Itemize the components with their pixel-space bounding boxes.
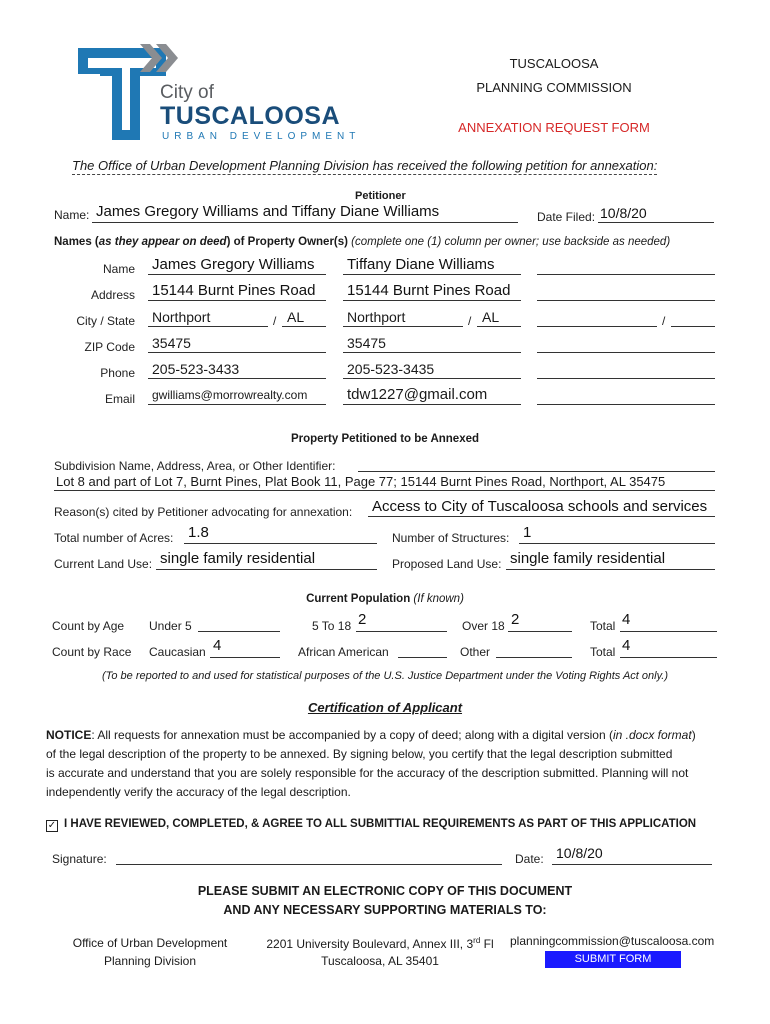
address-line-1-end: Fl [480,937,494,951]
address-line-1 [255,936,505,951]
african-american-label: African American [298,645,389,659]
date-filed-label: Date Filed: [537,210,596,224]
owner3-address-line[interactable] [537,300,715,301]
owner2-address-field[interactable]: 15144 Burnt Pines Road [347,282,511,299]
caucasian-label: Caucasian [149,645,206,659]
submit-form-button[interactable]: SUBMIT FORM [545,951,681,968]
under5-label: Under 5 [149,619,192,633]
submit-heading-1: PLEASE SUBMIT AN ELECTRONIC COPY OF THIS DOCUMENT [197,884,573,898]
owners-heading-part2: as they appear on deed [98,236,227,248]
petitioner-heading: Petitioner [355,190,406,202]
population-heading [200,593,570,605]
cert-date-label: Date: [515,852,544,866]
reasons-label: Reason(s) cited by Petitioner advocating for annexation: [54,505,353,519]
notice-line-1 [46,728,696,742]
caucasian-line [210,657,280,658]
address-line-1-text: 2201 University Boulevard, Annex III, 3 [266,937,474,951]
logo-sub-text: URBAN DEVELOPMENT [162,131,361,142]
to18-line [356,631,447,632]
proposed-use-field[interactable]: single family residential [510,550,666,567]
race-total-field[interactable]: 4 [622,637,631,654]
header-line-2: PLANNING COMMISSION [476,80,632,95]
owner1-city-field[interactable]: Northport [152,309,211,325]
current-use-label: Current Land Use: [54,557,153,571]
subdivision-field[interactable]: Lot 8 and part of Lot 7, Burnt Pines, Plat Book 11, Page 77; 15144 Burnt Pines Road, Northport, AL 35475 [56,474,666,489]
owner2-phone-line [343,378,521,379]
owner2-zip-field[interactable]: 35475 [347,335,386,351]
agree-text: I HAVE REVIEWED, COMPLETED, & AGREE TO ALL SUBMITTIAL REQUIREMENTS AS PART OF THIS APPLICATION [64,818,697,830]
structures-label: Number of Structures: [392,531,510,545]
to18-field[interactable]: 2 [358,611,367,628]
row-label-zip: ZIP Code [84,340,135,354]
certification-heading: Certification of Applicant [307,700,463,715]
subdivision-line-2 [54,490,715,491]
over18-label: Over 18 [462,619,505,633]
owner2-zip-line [343,352,521,353]
owner1-phone-line [148,378,326,379]
signature-line[interactable] [116,864,502,865]
acres-label: Total number of Acres: [54,531,174,545]
logo-name-text: TUSCALOOSA [160,102,340,130]
owner2-email-line [343,404,521,405]
notice-text-2: ) [691,728,696,742]
petitioner-name-field[interactable]: James Gregory Williams and Tiffany Diane Williams [96,203,440,220]
owner2-name-field[interactable]: Tiffany Diane Williams [347,256,495,273]
owner1-city-line [148,326,268,327]
over18-field[interactable]: 2 [511,611,520,628]
owner2-address-line [343,300,521,301]
proposed-use-line [506,569,715,570]
owner3-phone-line[interactable] [537,378,715,379]
reasons-line [368,516,715,517]
submit-heading-2: AND ANY NECESSARY SUPPORTING MATERIALS TO: [223,903,547,917]
other-line[interactable] [496,657,572,658]
owner1-state-field[interactable]: AL [287,309,305,325]
proposed-use-label: Proposed Land Use: [392,557,502,571]
row-label-name: Name [102,262,135,276]
signature-label: Signature: [52,852,107,866]
structures-line [519,543,715,544]
owner1-zip-field[interactable]: 35475 [152,335,191,351]
subdivision-label: Subdivision Name, Address, Area, or Other Identifier: [54,459,336,473]
notice-line-2: of the legal description of the property to be annexed. By signing below, you certify that the legal description submitted [46,747,673,761]
owner1-state-line [282,326,326,327]
form-title: ANNEXATION REQUEST FORM [458,120,650,135]
owner1-email-field[interactable]: gwilliams@morrowrealty.com [152,388,308,402]
notice-line-4: independently verify the accuracy of the legal description. [46,785,351,799]
acres-field[interactable]: 1.8 [188,524,209,541]
owner3-city-slash: / [662,314,666,328]
address-line-1-sup: rd [473,936,481,945]
logo-city-text: City of [160,82,214,103]
intro-text: The Office of Urban Development Planning Division has received the following petition for annexation: [72,158,658,173]
owner3-state-line[interactable] [671,326,715,327]
date-filed-line [598,222,714,223]
row-label-email: Email [104,392,135,406]
row-label-city: City / State [76,314,135,328]
owner1-zip-line [148,352,326,353]
structures-field[interactable]: 1 [523,524,532,541]
owner2-state-line [477,326,521,327]
acres-line [184,543,377,544]
petitioner-name-line [92,222,518,223]
subdivision-line-1 [358,471,715,472]
current-use-field[interactable]: single family residential [160,550,316,567]
owner3-name-line[interactable] [537,274,715,275]
owners-heading-part1: Names ( [54,236,99,248]
age-total-line [620,631,717,632]
notice-italic: in .docx format [612,728,692,742]
reasons-field[interactable]: Access to City of Tuscaloosa schools and services [372,498,708,515]
owner1-city-slash: / [273,314,277,328]
owner2-city-field[interactable]: Northport [347,309,406,325]
cert-date-field[interactable]: 10/8/20 [556,845,603,861]
notice-line-3: is accurate and understand that you are solely responsible for the accuracy of the description submitted. Planning will not [46,766,689,780]
row-label-address: Address [90,288,135,302]
population-note: (To be reported to and used for statistical purposes of the U.S. Justice Department under the Voting Rights Act only.) [102,670,668,682]
date-filed-field[interactable]: 10/8/20 [600,205,647,221]
caucasian-field[interactable]: 4 [213,637,222,654]
owner1-phone-field[interactable]: 205-523-3433 [152,361,240,377]
owner1-address-line [148,300,326,301]
population-heading-note: (If known) [410,593,464,605]
cert-date-line [552,864,712,865]
owner3-city-line[interactable] [537,326,657,327]
race-total-label: Total [590,645,616,659]
submission-email-link[interactable]: planningcommission@tuscaloosa.com [510,934,715,948]
row-label-phone: Phone [100,366,135,380]
owner2-name-line [343,274,521,275]
owner2-city-line [343,326,463,327]
agree-checkbox[interactable]: ✓ [47,820,57,831]
owners-heading-part4: (complete one (1) column per owner; use backside as needed) [347,236,671,248]
owner3-email-line[interactable] [537,404,715,405]
property-heading: Property Petitioned to be Annexed [290,433,480,445]
count-by-age-label: Count by Age [52,619,125,633]
header-line-1: TUSCALOOSA [509,56,599,71]
petitioner-name-label: Name: [54,208,90,222]
other-label: Other [460,645,491,659]
owner1-name-field[interactable]: James Gregory Williams [152,256,315,273]
owners-heading-part3: ) of Property Owner(s) [226,236,348,248]
owner2-city-slash: / [468,314,472,328]
notice-text-1: : All requests for annexation must be accompanied by a copy of deed; along with a digital version ( [91,728,613,742]
age-total-label: Total [590,619,616,633]
african-american-line[interactable] [398,657,447,658]
notice-label: NOTICE [46,728,92,742]
owner1-name-line [148,274,326,275]
owner2-phone-field[interactable]: 205-523-3435 [347,361,435,377]
population-heading-text: Current Population [306,593,411,605]
owners-heading [54,236,670,248]
office-line-2: Planning Division [103,954,197,968]
address-line-2: Tuscaloosa, AL 35401 [321,954,439,968]
owner3-zip-line[interactable] [537,352,715,353]
current-use-line [156,569,377,570]
owner2-state-field[interactable]: AL [482,309,500,325]
owner2-email-field[interactable]: tdw1227@gmail.com [347,386,488,403]
to18-label: 5 To 18 [312,619,352,633]
office-line-1: Office of Urban Development [72,936,228,950]
count-by-race-label: Count by Race [52,645,132,659]
age-total-field[interactable]: 4 [622,611,631,628]
race-total-line [620,657,717,658]
under5-line[interactable] [198,631,280,632]
over18-line [508,631,572,632]
owner1-address-field[interactable]: 15144 Burnt Pines Road [152,282,316,299]
city-logo [78,44,368,144]
owner1-email-line [148,404,326,405]
